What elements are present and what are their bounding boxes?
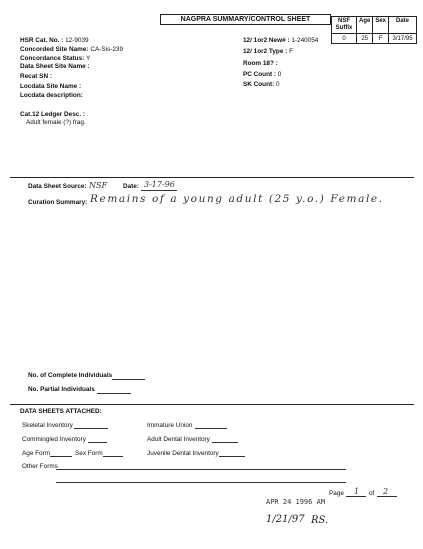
locdata-description-field xyxy=(20,92,83,99)
field-label: HSR Cat. No. : xyxy=(20,37,64,44)
field-label: 12/ 1or2 Type : xyxy=(243,48,288,55)
other-forms-label: Other Forms xyxy=(22,463,58,470)
concorded-site-field xyxy=(20,46,123,53)
sex-value: F xyxy=(373,34,389,44)
curation-summary-label: Curation Summary: xyxy=(28,199,88,206)
age-header: Age xyxy=(357,17,373,34)
locdata-site-field xyxy=(20,83,81,90)
field-label: Recat SN : xyxy=(20,73,52,80)
nsf-table xyxy=(331,16,417,44)
date-underline xyxy=(141,190,177,191)
data-sheet-source-value: NSF xyxy=(89,181,108,190)
concordance-status-field xyxy=(20,55,90,62)
ledger-label: Cat.12 Ledger Desc. : xyxy=(20,111,85,118)
received-stamp: APR 24 1996 AM xyxy=(266,498,326,506)
nsf-suffix-value: 0 xyxy=(332,34,357,44)
age-value: 25 xyxy=(357,34,373,44)
field-label: Locdata Site Name : xyxy=(20,83,82,90)
sex-form-blank xyxy=(103,456,123,457)
partial-individuals-blank xyxy=(97,393,131,394)
adult-dental-inventory-blank xyxy=(212,442,238,443)
field-value: 0 xyxy=(277,71,282,78)
nsf-suffix-header: NSF Suffix xyxy=(332,17,357,34)
adult-dental-inventory-label: Adult Dental Inventory xyxy=(147,436,210,443)
data-sheet-site-field xyxy=(20,63,90,70)
page-current: 1 xyxy=(354,487,360,496)
sk-count-field xyxy=(243,81,280,88)
field-label: Room 18? : xyxy=(243,60,278,67)
commingled-inventory-label: Commingled Inventory xyxy=(22,436,86,443)
room-18-field xyxy=(243,60,278,67)
section-divider xyxy=(10,177,414,178)
pc-count-field xyxy=(243,71,281,78)
field-value: 12-9039 xyxy=(65,37,89,44)
complete-individuals-blank xyxy=(112,379,145,380)
field-value: Y xyxy=(85,55,91,62)
recat-sn-field xyxy=(20,73,52,80)
skeletal-inventory-blank xyxy=(74,428,108,429)
page-total-blank xyxy=(377,496,397,497)
signoff-initials: RS. xyxy=(311,515,329,526)
juvenile-dental-inventory-blank xyxy=(219,456,245,457)
complete-individuals-label: No. of Complete Individuals xyxy=(28,372,113,379)
field-value: 0 xyxy=(276,81,280,88)
page-total: 2 xyxy=(383,487,389,496)
data-sheet-source-label: Data Sheet Source: xyxy=(28,183,87,190)
commingled-inventory-blank xyxy=(88,442,107,443)
new-number-field xyxy=(243,37,318,44)
field-label: Concorded Site Name: xyxy=(20,46,89,53)
sex-form-label: Sex Form xyxy=(75,450,103,457)
partial-individuals-label: No. Partial Individuals xyxy=(28,386,95,393)
immature-union-blank xyxy=(195,428,227,429)
field-label: SK Count: xyxy=(243,81,275,88)
field-label: 12/ 1or2 New# : xyxy=(243,37,290,44)
field-value: 1-240054 xyxy=(291,37,319,44)
immature-union-label: Immature Union xyxy=(147,422,193,429)
date-value: 3-17-96 xyxy=(144,180,175,189)
page-current-blank xyxy=(346,496,366,497)
juvenile-dental-inventory-label: Juvenile Dental Inventory xyxy=(147,450,219,457)
ledger-value: Adult female (?) frag. xyxy=(26,119,86,126)
field-value: F xyxy=(289,48,293,55)
skeletal-inventory-label: Skeletal Inventory xyxy=(22,422,73,429)
of-label: of xyxy=(369,490,375,497)
type-field xyxy=(243,48,293,55)
page-title: NAGPRA SUMMARY/CONTROL SHEET xyxy=(160,14,331,25)
field-label: PC Count : xyxy=(243,71,277,78)
section-divider xyxy=(10,404,414,405)
attached-heading: DATA SHEETS ATTACHED: xyxy=(20,408,102,415)
field-label: Data Sheet Site Name : xyxy=(20,63,90,70)
other-forms-blank xyxy=(56,469,346,470)
field-value: CA-Sis-239 xyxy=(90,46,124,53)
date-header: Date xyxy=(389,17,417,34)
signoff-date: 1/21/97 xyxy=(266,514,305,525)
field-label: Locdata description: xyxy=(20,92,83,99)
field-label: Concordance Status: xyxy=(20,55,85,62)
date-label: Date: xyxy=(123,183,139,190)
age-form-label: Age Form xyxy=(22,450,51,457)
curation-summary-value: Remains of a young adult (25 y.o.) Female. xyxy=(90,193,384,205)
date-value: 3/17/95 xyxy=(389,34,417,44)
age-form-blank xyxy=(50,456,72,457)
other-forms-blank-2 xyxy=(56,482,346,483)
sex-header: Sex xyxy=(373,17,389,34)
hsr-cat-field xyxy=(20,37,89,44)
page-label: Page xyxy=(329,490,344,497)
